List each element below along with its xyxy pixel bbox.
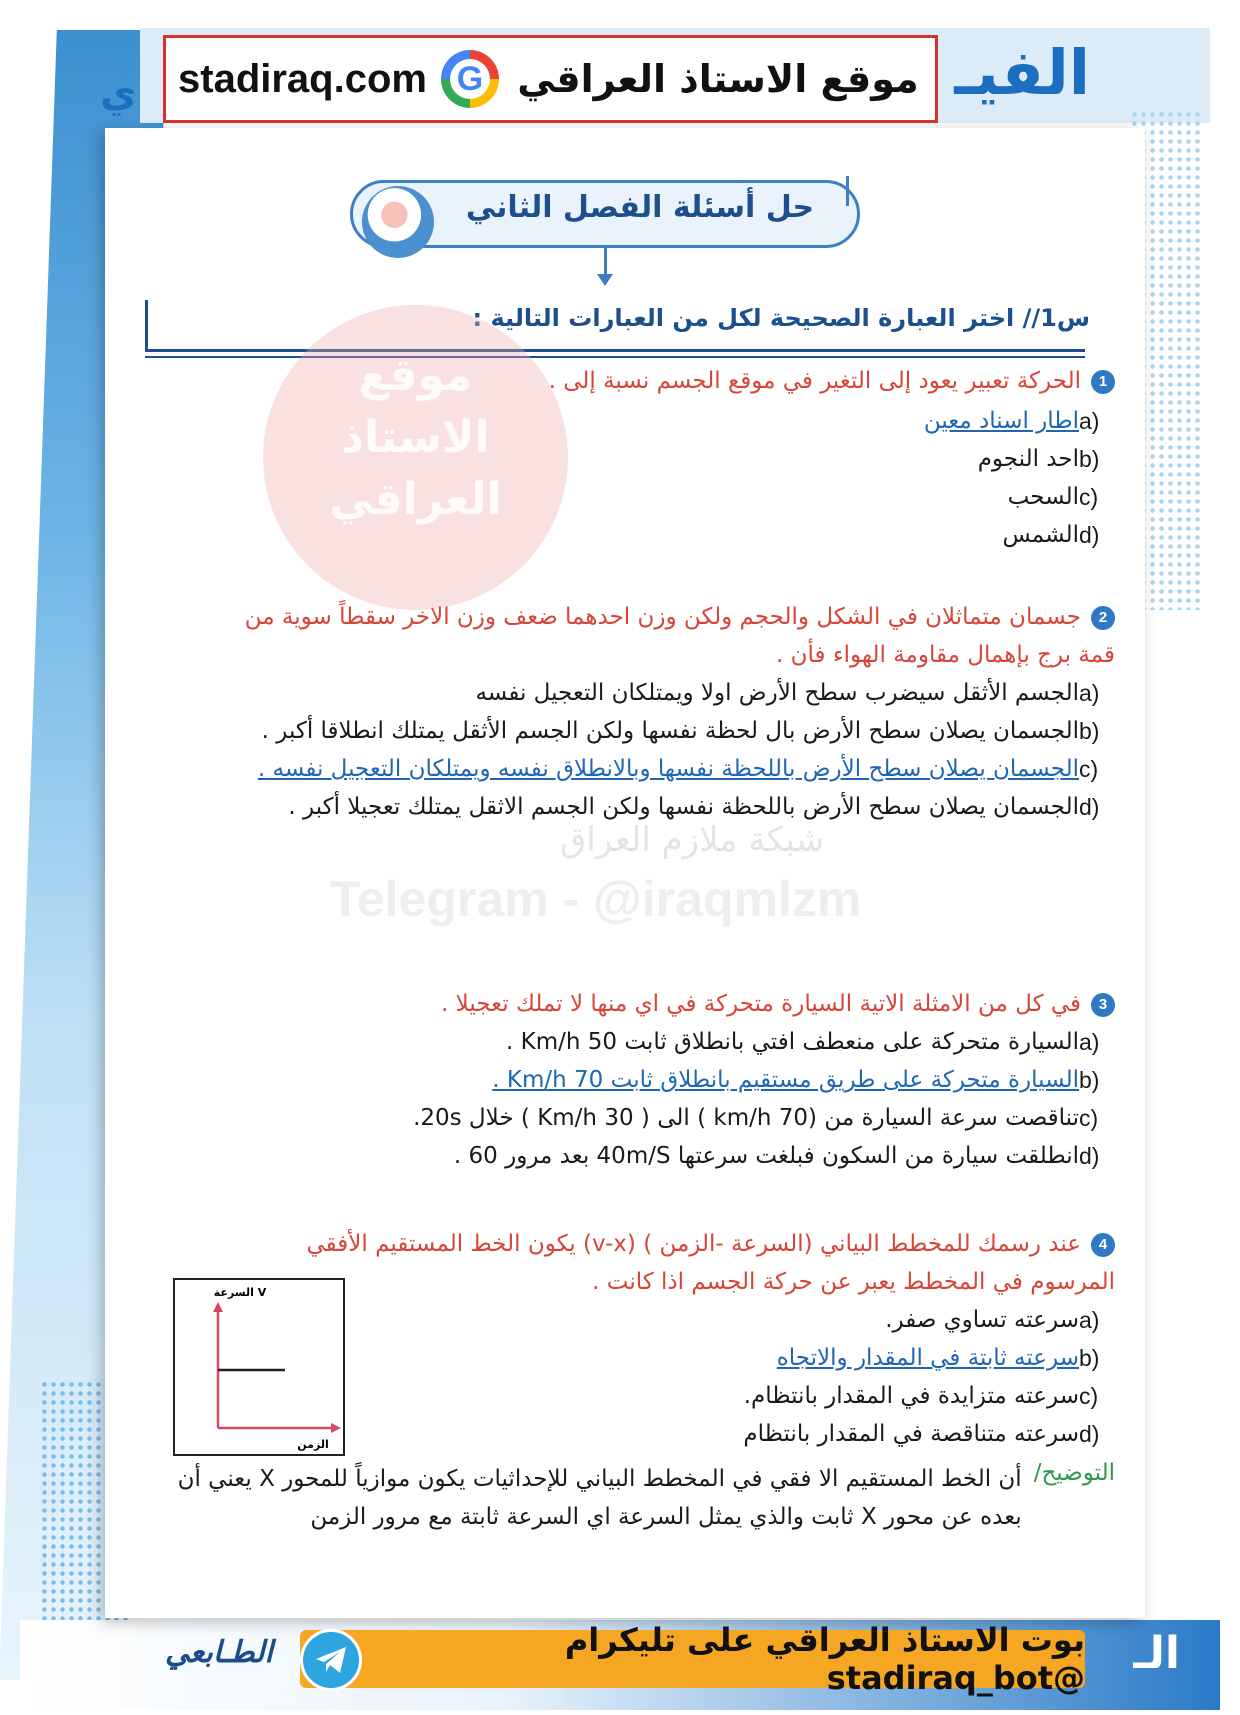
arrow-down-icon <box>597 274 613 286</box>
option-text: انطلقت سيارة من السكون فبلغت سرعتها 40m/S بعد مرور 60 . <box>453 1143 1079 1169</box>
option-letter: d) <box>1079 794 1100 820</box>
option-letter: b) <box>1079 1067 1100 1093</box>
background-left-ghost: ي <box>100 70 137 116</box>
option-d[interactable] <box>235 1137 1115 1175</box>
option-letter: b) <box>1079 446 1100 472</box>
question-3 <box>235 985 1115 1175</box>
option-text: سرعته تساوي صفر. <box>885 1307 1079 1333</box>
option-c[interactable] <box>215 750 1115 788</box>
option-text: الجسمان يصلان سطح الأرض باللحظة نفسها ولكن الجسم الاثقل يمتلك تعجيلا أكبر . <box>288 794 1079 820</box>
option-b[interactable] <box>215 712 1115 750</box>
question-stem <box>215 1225 1115 1301</box>
question-4 <box>215 1225 1115 1453</box>
option-a[interactable] <box>595 1301 1115 1339</box>
banner-site-name: موقع الاستاذ العراقي <box>517 57 919 101</box>
watermark-line-3: العراقي <box>329 474 502 525</box>
option-letter: b) <box>1079 718 1100 744</box>
option-letter: d) <box>1079 1143 1100 1169</box>
option-text: سرعته متناقصة في المقدار بانتظام <box>743 1421 1079 1447</box>
explanation-text: أن الخط المستقيم الا فقي في المخطط البياني للإحداثيات يكون موازياً للمحور X يعني أن بعده عن محور X ثابت والذي يمثل السرعة اي السرعة ثابتة مع مرور الزمن <box>177 1466 1022 1530</box>
publisher-logo: الطـابعي <box>165 1635 273 1670</box>
question-stem <box>235 985 1115 1023</box>
option-a[interactable] <box>215 674 1115 712</box>
option-letter: c) <box>1079 1383 1099 1409</box>
option-letter: d) <box>1079 1421 1100 1447</box>
option-text: الشمس <box>1002 522 1079 548</box>
banner-url[interactable]: stadiraq.com <box>178 56 427 101</box>
option-a[interactable] <box>235 1023 1115 1061</box>
watermark-telegram: Telegram - @iraqmlzm <box>330 871 862 927</box>
option-letter: a) <box>1079 1307 1100 1333</box>
watermark-line-1: موقع <box>358 350 473 401</box>
telegram-bot-link[interactable]: بوت الاستاذ العراقي على تليكرام @stadiraq_bot <box>300 1630 1085 1688</box>
question-number-badge: 1 <box>1091 370 1115 394</box>
option-letter: c) <box>1079 756 1099 782</box>
option-d[interactable] <box>185 516 1115 554</box>
option-letter: a) <box>1079 1029 1100 1055</box>
option-letter: b) <box>1079 1345 1100 1371</box>
option-letter: a) <box>1079 680 1100 706</box>
option-a[interactable] <box>185 402 1115 440</box>
diagram-ylabel: السرعة V <box>213 1286 267 1299</box>
option-letter: c) <box>1079 1105 1099 1131</box>
option-b[interactable] <box>185 440 1115 478</box>
telegram-plane-svg <box>314 1645 348 1675</box>
question-stem-text: في كل من الامثلة الاتية السيارة متحركة في اي منها لا تملك تعجيلا . <box>441 991 1081 1017</box>
question-number-badge: 4 <box>1091 1233 1115 1257</box>
explanation-block <box>170 1460 1115 1536</box>
background-bottom-ghost: الـ <box>1133 1628 1180 1679</box>
option-text-correct: الجسمان يصلان سطح الأرض باللحظة نفسها وبالانطلاق نفسه ويمتلكان التعجيل نفسه . <box>257 756 1079 782</box>
question-2 <box>215 598 1115 826</box>
option-b[interactable] <box>235 1061 1115 1099</box>
option-text: الجسمان يصلان سطح الأرض بال لحظة نفسها ولكن الجسم الأثقل يمتلك انطلاقا أكبر . <box>261 718 1079 744</box>
section-header-text: س1// اختر العبارة الصحيحة لكل من العبارات التالية : <box>472 304 1090 332</box>
question-stem-text: عند رسمك للمخطط البياني (السرعة -الزمن ) (v-x) يكون الخط المستقيم الأفقي المرسوم في المخطط يعبر عن حركة الجسم اذا كانت . <box>306 1231 1115 1295</box>
velocity-time-diagram <box>173 1278 345 1456</box>
paper-plane-icon <box>316 1647 346 1673</box>
option-c[interactable] <box>185 478 1115 516</box>
question-stem-text: جسمان متماثلان في الشكل والحجم ولكن وزن احدهما ضعف وزن الاخر سقطاً سوية من قمة برج بإهمال مقاومة الهواء فأن . <box>244 604 1115 668</box>
site-banner[interactable] <box>163 35 938 123</box>
google-icon <box>441 50 499 108</box>
option-text-correct: سرعته ثابتة في المقدار والاتجاه <box>776 1345 1079 1371</box>
option-letter: a) <box>1079 408 1100 434</box>
telegram-icon[interactable] <box>300 1629 362 1691</box>
question-stem <box>215 598 1115 674</box>
x-axis-arrow-icon <box>331 1423 341 1433</box>
option-text: احد النجوم <box>977 446 1079 472</box>
velocity-time-svg <box>175 1280 343 1454</box>
option-c[interactable] <box>595 1377 1115 1415</box>
option-text: سرعته متزايدة في المقدار بانتظام. <box>743 1383 1079 1409</box>
option-b[interactable] <box>595 1339 1115 1377</box>
option-c[interactable] <box>235 1099 1115 1137</box>
y-axis-arrow-icon <box>213 1302 223 1312</box>
option-text: الجسم الأثقل سيضرب سطح الأرض اولا ويمتلكان التعجيل نفسه <box>475 680 1079 706</box>
option-text: السحب <box>1007 484 1079 510</box>
option-d[interactable] <box>595 1415 1115 1453</box>
explanation-label: التوضيح/ <box>1033 1460 1115 1486</box>
option-text-correct: السيارة متحركة على طريق مستقيم بانطلاق ثابت 70 Km/h . <box>492 1067 1079 1093</box>
option-letter: c) <box>1079 484 1099 510</box>
question-number-badge: 2 <box>1091 606 1115 630</box>
option-letter: d) <box>1079 522 1100 548</box>
lightbulb-brain-icon <box>362 186 434 258</box>
question-stem-text: الحركة تعبير يعود إلى التغير في موقع الجسم نسبة إلى . <box>548 368 1081 394</box>
question-number-badge: 3 <box>1091 993 1115 1017</box>
option-text: تناقصت سرعة السيارة من (70 km/h ) الى ( 30 Km/h ) خلال 20s. <box>413 1105 1079 1131</box>
question-stem <box>185 362 1115 400</box>
chapter-title: حل أسئلة الفصل الثاني <box>465 190 815 225</box>
watermark-line-2: الاستاذ <box>341 412 490 463</box>
option-text: السيارة متحركة على منعطف افتي بانطلاق ثابت 50 Km/h . <box>505 1029 1079 1055</box>
google-letter: G <box>450 59 490 99</box>
diagram-xlabel: الزمن <box>297 1438 329 1451</box>
connector-line <box>846 176 849 206</box>
watermark-network: شبكة ملازم العراق <box>560 820 825 860</box>
background-title-ghost: الفيـ <box>954 36 1090 109</box>
option-text-correct: اطار اسناد معين <box>923 408 1079 434</box>
question-1 <box>185 362 1115 554</box>
